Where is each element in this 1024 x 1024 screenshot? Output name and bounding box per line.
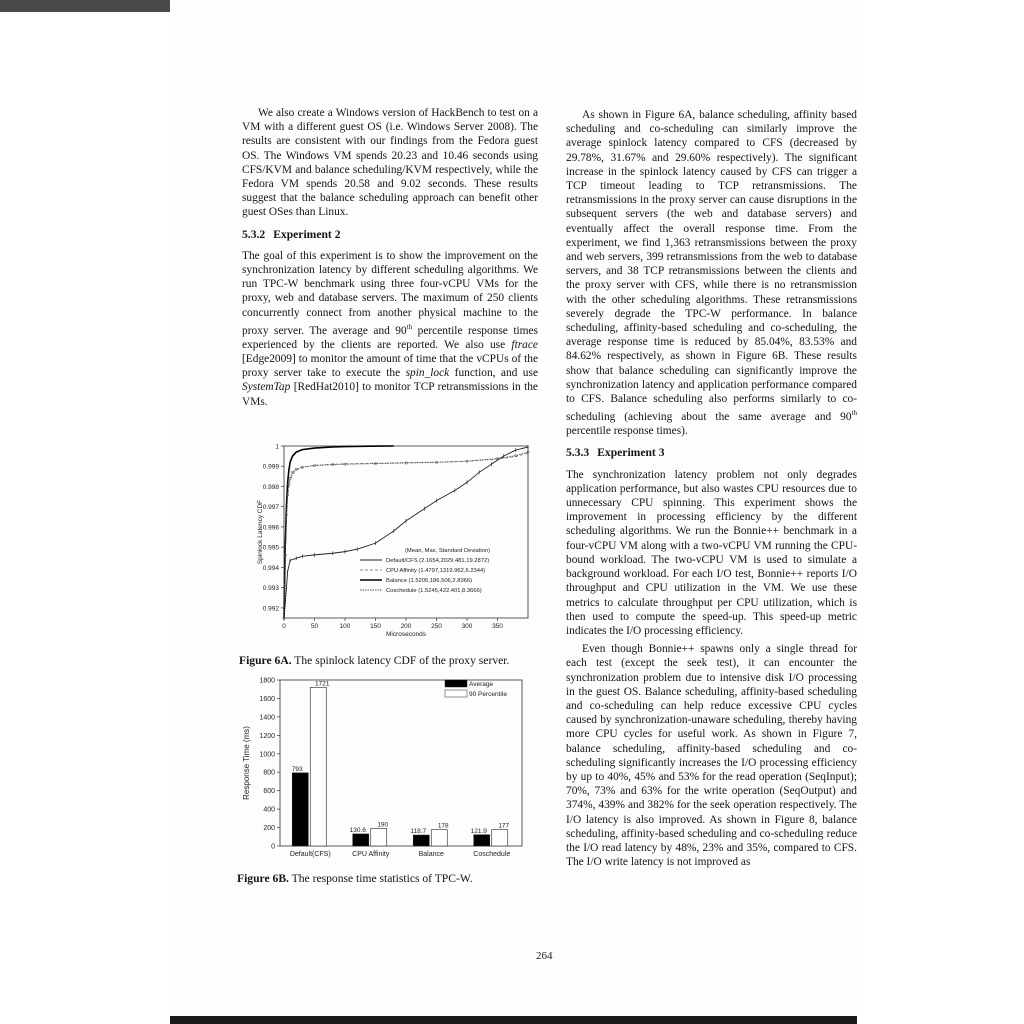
italic-term: SystemTap <box>242 381 291 394</box>
text-run: percentile response times). <box>566 425 688 438</box>
section-title: Experiment 2 <box>273 227 341 241</box>
y-tick-label: 400 <box>263 806 275 814</box>
x-axis-label: Microseconds <box>385 631 427 638</box>
series-line-2 <box>284 446 394 618</box>
x-tick-label: 300 <box>461 623 473 630</box>
italic-term: spin_lock <box>405 367 450 380</box>
y-tick-label: 0.998 <box>262 483 279 491</box>
section-heading-532 <box>242 228 538 242</box>
x-tick-label: 100 <box>339 623 351 630</box>
page-number: 264 <box>536 950 553 962</box>
y-tick-label: 0.993 <box>262 585 279 593</box>
legend-entry-2: Balance (1.5205,186.506,2.8366) <box>386 578 473 584</box>
category-label: Balance <box>418 851 444 858</box>
left-column <box>242 106 538 413</box>
right-column <box>566 108 857 873</box>
y-tick-label: 0.992 <box>262 605 279 613</box>
superscript: th <box>406 322 413 331</box>
scan-corner-shadow <box>0 0 172 12</box>
x-tick-label: 200 <box>400 623 412 630</box>
scan-bottom-edge <box>170 1016 857 1024</box>
figure-6b-bar-chart <box>240 676 530 866</box>
caption-text: The response time statistics of TPC-W. <box>288 872 473 885</box>
paragraph-experiment3: The synchronization latency problem not only degrades application performance, but also wastes CPU resources due to unnecessary CPU spinning. This experiment shows the improvement in processing efficiency by the different scheduling algorithms. We run the Bonnie++ benchmark in a four-vCPU VM along with a two-vCPU VM running the CPU-bound workload. The two-vCPU VM is used to simulate a background workload. For each I/O test, Bonnie++ reports I/O throughput and CPU utilization in the VM. We use these metrics to calculate throughput per CPU utilization, which is then used to compute the speed-up. This speed-up metric indicates the I/O processing efficiency. <box>566 468 857 637</box>
bar-value-label: 118.7 <box>410 828 427 836</box>
y-tick-label: 0.997 <box>262 504 279 512</box>
legend-entry-0: Average <box>469 681 494 688</box>
caption-label: Figure 6A. <box>239 654 292 667</box>
y-tick-label: 1600 <box>259 695 275 703</box>
caption-text: The spinlock latency CDF of the proxy server. <box>291 654 510 667</box>
x-tick-label: 50 <box>310 623 319 630</box>
bar-average <box>292 773 308 846</box>
scan-background-left <box>0 0 170 1024</box>
bar-value-label: 1721 <box>315 680 330 688</box>
caption-label: Figure 6B. <box>237 872 289 885</box>
bar-value-label: 190 <box>377 821 389 829</box>
legend-title: (Mean, Max, Standard Deviation) <box>405 548 491 554</box>
text-run: percentile response times experienced by the clients are reported. We also use <box>242 324 538 351</box>
y-tick-label: 200 <box>263 825 275 833</box>
figure-6b-caption <box>237 872 473 885</box>
bar-average <box>474 835 490 846</box>
y-tick-label: 600 <box>263 788 275 796</box>
x-tick-label: 150 <box>370 623 381 630</box>
bar-average <box>413 835 429 846</box>
bar-value-label: 178 <box>437 822 449 830</box>
figure-6a-cdf-chart <box>240 440 540 640</box>
scan-background-right <box>857 0 1024 1024</box>
x-tick-label: 250 <box>431 623 442 630</box>
figure-6a-caption <box>239 654 509 667</box>
legend-entry-1: CPU Affinity (1.4797,1319.962,6.2344) <box>386 568 486 574</box>
y-tick-label: 0.994 <box>262 564 279 572</box>
paragraph-figure6-discussion <box>566 108 857 438</box>
y-tick-label: 1800 <box>259 677 275 685</box>
paragraph-experiment2 <box>242 249 538 409</box>
x-tick-label: 350 <box>492 623 503 630</box>
y-tick-label: 1200 <box>259 732 275 740</box>
y-axis-label: Response Time (ms) <box>242 726 251 800</box>
bar-90-percentile <box>431 830 447 846</box>
text-run: [RedHat2010] to monitor TCP retransmissions in the VMs. <box>242 381 538 408</box>
legend-swatch-1 <box>445 690 467 697</box>
y-tick-label: 0.995 <box>262 544 279 552</box>
section-number: 5.3.3 <box>566 446 590 460</box>
bar-average <box>353 834 369 846</box>
text-run: As shown in Figure 6A, balance scheduling, affinity based scheduling and co-scheduling can similarly improve the average spinlock latency compared to CFS (decreased by 29.78%, 31.67% and 29.60% respectively). The significant increase in the spinlock latency caused by CFS can trigger a TCP timeout leading to TCP retransmissions. The retransmissions in the proxy server can cause disruptions in the subsequent servers (the web and database servers) and eventually affect the overall response time. From the experiment, we find 1,363 retransmissions between the proxy and web servers, 399 retransmissions from the web to database servers, and 38 TCP retransmissions between the clients and the proxy server with CFS, while there is no retransmission with the other scheduling algorithms. These retransmissions severely degrade the TPC-W performance. In balance scheduling, affinity-based scheduling and co-scheduling, the average response time is reduced by 85.04%, 83.53% and 84.62% respectively, as shown in Figure 6B. These results show that balance scheduling can significantly improve the synchronization latency and application performance compared to CFS. Balance scheduling also performs similarly to co-scheduling (achieving about the same average and 90 <box>566 109 857 424</box>
text-run: [Edge2009] to monitor the amount of time that the vCPUs of the proxy server take to execute the <box>242 353 538 380</box>
bar-value-label: 130.6 <box>349 826 366 834</box>
category-label: Default(CFS) <box>289 851 331 858</box>
y-tick-label: 0.996 <box>262 524 279 532</box>
section-number: 5.3.2 <box>242 227 266 241</box>
bar-90-percentile <box>371 828 387 846</box>
y-tick-label: 1 <box>275 443 279 451</box>
superscript: th <box>851 409 857 418</box>
y-tick-label: 0.999 <box>262 463 279 471</box>
bar-value-label: 177 <box>498 822 510 830</box>
text-run: function, and use <box>449 367 538 380</box>
bar-value-label: 793 <box>291 765 303 773</box>
section-heading-533 <box>566 446 857 460</box>
bar-90-percentile <box>310 687 326 846</box>
section-title: Experiment 3 <box>597 446 665 460</box>
legend-entry-1: 90 Percentile <box>469 691 507 698</box>
category-label: Coschedule <box>473 851 511 858</box>
y-tick-label: 1000 <box>259 751 275 759</box>
y-tick-label: 800 <box>263 769 275 777</box>
legend-entry-3: Coschedule (1.5245,422.401,8.3666) <box>386 588 482 594</box>
text-run: The goal of this experiment is to show the improvement on the synchronization latency by different scheduling algorithms. We run TPC-W benchmark using three four-vCPU VMs for the proxy, web and database servers. The maximum of 250 clients concurrently connect from another physical machine to the proxy server. The average and 90 <box>242 249 538 337</box>
bar-value-label: 121.9 <box>470 827 487 835</box>
y-tick-label: 1400 <box>259 714 275 722</box>
category-label: CPU Affinity <box>352 851 390 858</box>
legend-entry-0: Default/CFS (2.1654,2029.481,19.2872) <box>386 558 490 564</box>
italic-term: ftrace <box>511 338 538 351</box>
paragraph-bonnie: Even though Bonnie++ spawns only a single thread for each test (except the seek test), it can encounter the synchronization problem due to intensive disk I/O processing in the guest OS. Balance scheduling, affinity-based scheduling and co-scheduling can help reduce excessive CPU cycles caused by synchronization-unaware scheduling, thereby having more CPU cycles for useful work. As shown in Figure 7, balance scheduling, affinity-based scheduling and co-scheduling significantly increases the I/O processing efficiency by up to 40%, 45% and 53% for the read operation (SeqInput); 70%, 73% and 63% for the write operation (SeqOutput) and 374%, 439% and 382% for the seek operation respectively. The I/O latency is also improved. As shown in Figure 8, balance scheduling, affinity-based scheduling and co-scheduling reduce the I/O read latency by 48%, 23% and 35%, compared to CFS. The I/O write latency is not improved as <box>566 643 857 869</box>
y-tick-label: 0 <box>271 843 275 851</box>
legend-swatch-0 <box>445 680 467 687</box>
y-axis-label: Spinlock Latency CDF <box>257 499 264 565</box>
x-tick-label: 0 <box>282 623 286 630</box>
bar-90-percentile <box>492 830 508 846</box>
paragraph-hackbench: We also create a Windows version of HackBench to test on a VM with a different guest OS (i.e. Windows Server 2008). The results are consistent with our findings from the Fedora guest OS. The Windows VM spends 20.23 and 10.46 seconds using CFS/KVM and balance scheduling/KVM respectively, while the Fedora VM spends 20.58 and 9.02 seconds. These results suggest that the balance scheduling approach can benefit other guest OSes than Linux. <box>242 107 538 219</box>
